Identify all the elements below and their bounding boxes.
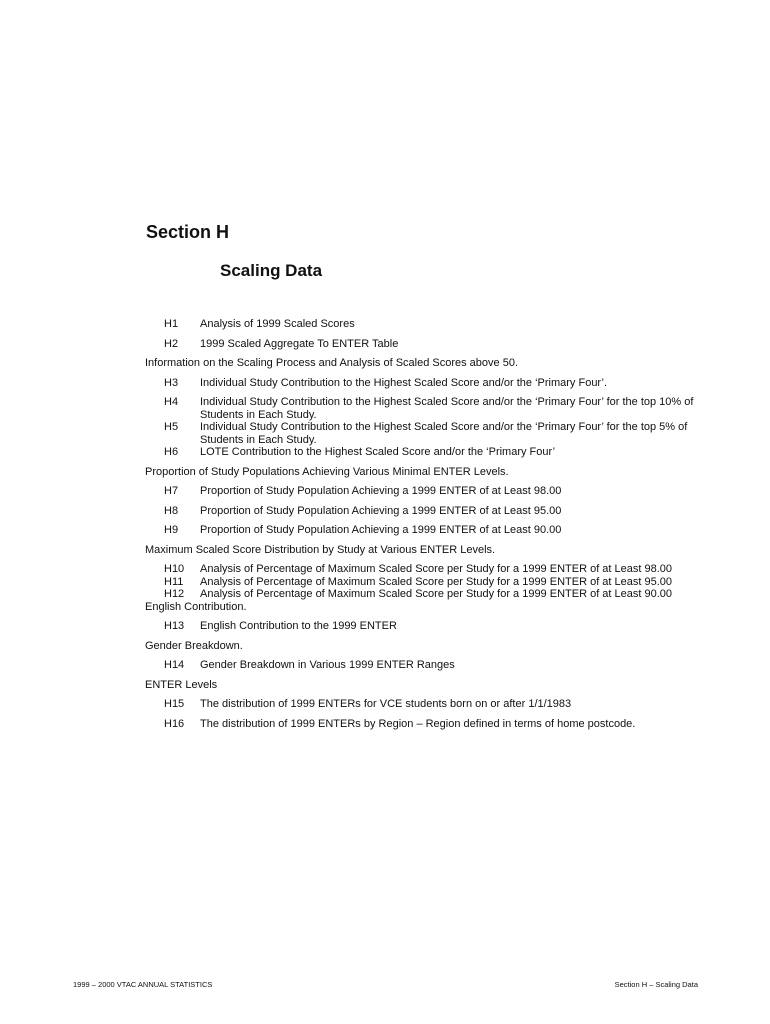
- toc-text: Gender Breakdown in Various 1999 ENTER Ranges: [200, 659, 455, 671]
- toc-code: H16: [164, 717, 185, 730]
- toc-code: H11: [164, 575, 184, 588]
- group-heading-english: English Contribution.: [145, 600, 247, 613]
- section-title: Section H: [146, 222, 230, 242]
- toc-text: Analysis of Percentage of Maximum Scaled Score per Study for a 1999 ENTER of at Least 98.00: [200, 563, 673, 575]
- toc-item-h13: [145, 620, 705, 633]
- toc-item-h10: [145, 563, 705, 576]
- group-heading-maximum-scaled: Maximum Scaled Score Distribution by Study at Various ENTER Levels.: [145, 543, 496, 556]
- toc-item-h9: [145, 524, 705, 537]
- toc-text: LOTE Contribution to the Highest Scaled Score and/or the ‘Primary Four’: [200, 446, 556, 458]
- toc-code: H1: [164, 318, 179, 330]
- toc-text: Analysis of Percentage of Maximum Scaled Score per Study for a 1999 ENTER of at Least 90.00: [200, 588, 673, 600]
- toc-item-h7: [145, 485, 705, 498]
- section-subtitle: Scaling Data: [220, 261, 323, 280]
- toc-text: Proportion of Study Population Achieving a 1999 ENTER of at Least 90.00: [200, 524, 562, 536]
- toc-text: Individual Study Contribution to the Highest Scaled Score and/or the ‘Primary Four’ for the top 10% of Students in Each Study.: [200, 396, 694, 421]
- toc-code: H3: [164, 376, 179, 389]
- toc-item-h14: [145, 659, 705, 672]
- toc-code: H4: [164, 396, 179, 408]
- group-heading-proportion: Proportion of Study Populations Achieving Various Minimal ENTER Levels.: [145, 465, 509, 478]
- toc-text: Proportion of Study Population Achieving a 1999 ENTER of at Least 95.00: [200, 504, 562, 517]
- toc-code: H6: [164, 446, 179, 458]
- toc-code: H7: [164, 485, 179, 497]
- toc-code: H10: [164, 563, 185, 575]
- toc-code: H9: [164, 524, 179, 536]
- footer-left: 1999 – 2000 VTAC ANNUAL STATISTICS: [73, 980, 213, 989]
- toc-code: H13: [164, 620, 185, 632]
- toc-text: Proportion of Study Population Achieving a 1999 ENTER of at Least 98.00: [200, 485, 562, 497]
- toc-item-h1: [145, 318, 705, 331]
- toc-item-h5: [145, 421, 705, 446]
- toc-text: The distribution of 1999 ENTERs for VCE students born on or after 1/1/1983: [200, 698, 572, 710]
- toc-code: H2: [164, 337, 179, 350]
- toc-item-h6: [145, 446, 705, 459]
- toc-text: Individual Study Contribution to the Highest Scaled Score and/or the ‘Primary Four’ for the top 5% of Students in Each Study.: [200, 421, 688, 446]
- group-heading-enter-levels: ENTER Levels: [145, 678, 218, 691]
- group-heading-gender: Gender Breakdown.: [145, 639, 243, 652]
- toc-item-h8: [145, 505, 705, 518]
- toc-text: Individual Study Contribution to the Highest Scaled Score and/or the ‘Primary Four’.: [200, 376, 608, 389]
- footer-right: Section H – Scaling Data: [614, 980, 698, 989]
- group-heading-scaling-process: Information on the Scaling Process and Analysis of Scaled Scores above 50.: [145, 357, 518, 369]
- toc-item-h4: [145, 396, 705, 421]
- table-of-contents: [145, 318, 705, 730]
- toc-text: English Contribution to the 1999 ENTER: [200, 620, 397, 632]
- toc-item-h15: [145, 698, 705, 711]
- toc-code: H12: [164, 588, 185, 600]
- toc-code: H8: [164, 504, 179, 517]
- toc-item-h16: [145, 718, 705, 731]
- toc-text: The distribution of 1999 ENTERs by Region – Region defined in terms of home postcode.: [200, 717, 636, 730]
- toc-code: H15: [164, 698, 185, 710]
- toc-item-h3: [145, 377, 705, 390]
- toc-item-h12: [145, 588, 705, 601]
- toc-text: 1999 Scaled Aggregate To ENTER Table: [200, 337, 399, 350]
- toc-code: H5: [164, 421, 179, 433]
- toc-item-h11: [145, 576, 705, 589]
- toc-text: Analysis of Percentage of Maximum Scaled Score per Study for a 1999 ENTER of at Least 95.00: [200, 575, 673, 588]
- toc-code: H14: [164, 659, 185, 671]
- toc-text: Analysis of 1999 Scaled Scores: [200, 318, 355, 330]
- toc-item-h2: [145, 338, 705, 351]
